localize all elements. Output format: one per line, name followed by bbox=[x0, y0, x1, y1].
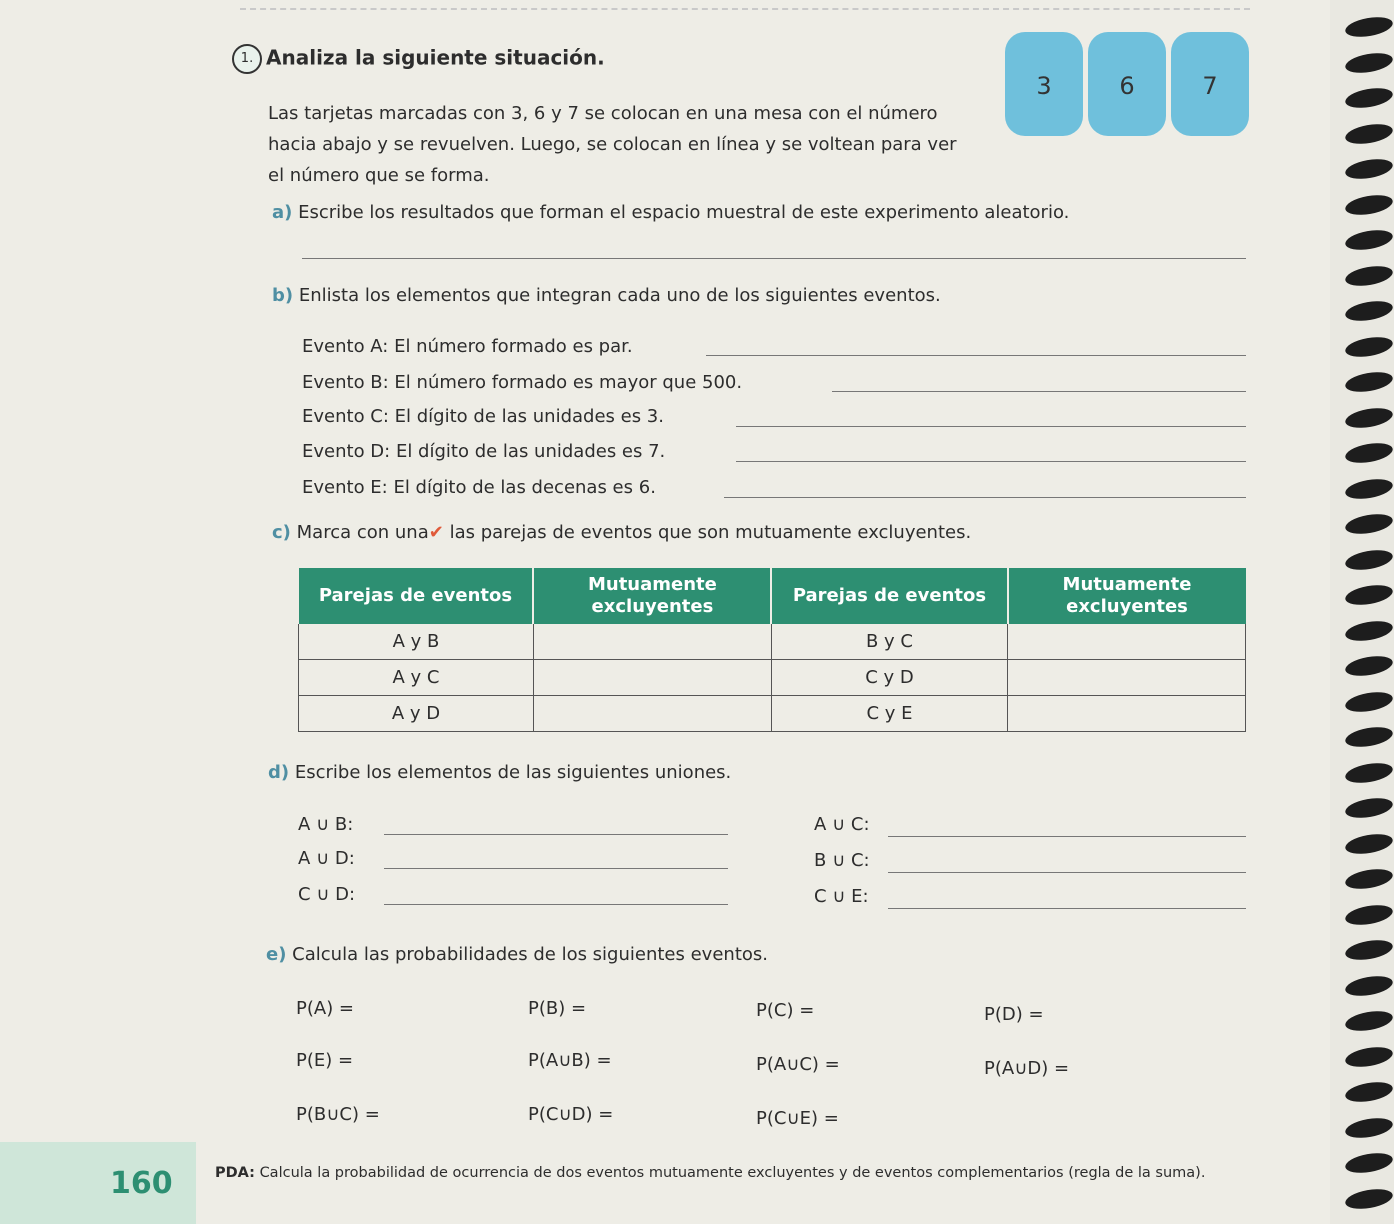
spiral-ring bbox=[1344, 85, 1394, 111]
spiral-ring bbox=[1344, 262, 1394, 288]
prob-a-union-d: P(A∪D) = bbox=[984, 1058, 1070, 1079]
spiral-ring bbox=[1344, 298, 1394, 324]
union-c-e: C ∪ E: bbox=[814, 886, 869, 907]
union-a-c-line[interactable] bbox=[888, 836, 1246, 837]
pair-cell: A y B bbox=[299, 624, 534, 660]
table-row bbox=[299, 696, 1246, 732]
part-a-answer-line[interactable] bbox=[302, 258, 1246, 259]
union-b-c: B ∪ C: bbox=[814, 850, 870, 871]
prob-b-union-c: P(B∪C) = bbox=[296, 1104, 380, 1125]
prob-d: P(D) = bbox=[984, 1004, 1044, 1025]
part-b-question bbox=[272, 285, 941, 306]
spiral-ring bbox=[1344, 49, 1394, 75]
prob-a-union-c: P(A∪C) = bbox=[756, 1054, 840, 1075]
event-e: Evento E: El dígito de las decenas es 6. bbox=[302, 477, 656, 498]
spiral-ring bbox=[1344, 830, 1394, 856]
union-a-b-line[interactable] bbox=[384, 834, 728, 835]
spiral-ring bbox=[1344, 369, 1394, 395]
pair-cell: B y C bbox=[771, 624, 1007, 660]
prob-a-union-b: P(A∪B) = bbox=[528, 1050, 612, 1071]
pair-cell: C y D bbox=[771, 660, 1007, 696]
check-mark-icon: ✔ bbox=[428, 522, 444, 543]
union-c-d-line[interactable] bbox=[384, 904, 728, 905]
exclusive-check-cell[interactable] bbox=[533, 660, 771, 696]
union-a-d-line[interactable] bbox=[384, 868, 728, 869]
exercise-title-text: Analiza la siguiente situación. bbox=[266, 45, 605, 70]
spiral-ring bbox=[1344, 1043, 1394, 1069]
exercise-number: 1. bbox=[232, 44, 262, 74]
spiral-ring bbox=[1344, 191, 1394, 217]
spiral-ring bbox=[1344, 475, 1394, 501]
pair-cell: A y C bbox=[299, 660, 534, 696]
part-a-letter: a) bbox=[272, 202, 293, 223]
header-pairs-1: Parejas de eventos bbox=[299, 568, 534, 624]
spiral-ring bbox=[1344, 333, 1394, 359]
spiral-ring bbox=[1344, 688, 1394, 714]
part-b-letter: b) bbox=[272, 285, 294, 306]
event-b-line[interactable] bbox=[832, 391, 1246, 392]
pda-label: PDA: bbox=[215, 1165, 255, 1181]
spiral-ring bbox=[1344, 582, 1394, 608]
exclusive-check-cell[interactable] bbox=[1008, 660, 1246, 696]
header-pairs-2: Parejas de eventos bbox=[771, 568, 1007, 624]
part-d-question bbox=[268, 762, 731, 783]
spiral-ring bbox=[1344, 866, 1394, 892]
event-a-line[interactable] bbox=[706, 355, 1246, 356]
part-a-text: Escribe los resultados que forman el espacio muestral de este experimento aleatorio. bbox=[298, 202, 1070, 223]
prob-b: P(B) = bbox=[528, 998, 587, 1019]
event-c: Evento C: El dígito de las unidades es 3. bbox=[302, 406, 664, 427]
union-a-b: A ∪ B: bbox=[298, 814, 354, 835]
exclusive-check-cell[interactable] bbox=[1008, 696, 1246, 732]
table-row bbox=[299, 624, 1246, 660]
prob-a: P(A) = bbox=[296, 998, 355, 1019]
event-d: Evento D: El dígito de las unidades es 7. bbox=[302, 441, 666, 462]
part-b-text: Enlista los elementos que integran cada uno de los siguientes eventos. bbox=[298, 285, 941, 306]
part-e-letter: e) bbox=[266, 944, 287, 965]
spiral-ring bbox=[1344, 120, 1394, 146]
exercise-intro: Las tarjetas marcadas con 3, 6 y 7 se colocan en una mesa con el número hacia abajo y se revuelven. Luego, se colocan en línea y se voltean para ver el número que se forma. bbox=[268, 103, 957, 186]
spiral-ring bbox=[1344, 440, 1394, 466]
header-exclusive-2: Mutuamente excluyentes bbox=[1008, 568, 1246, 624]
prob-c: P(C) = bbox=[756, 1000, 815, 1021]
card-3: 3 bbox=[1005, 32, 1083, 136]
spiral-ring bbox=[1344, 724, 1394, 750]
pair-cell: C y E bbox=[771, 696, 1007, 732]
exercise-title bbox=[232, 44, 605, 74]
event-pairs-table bbox=[298, 568, 1246, 732]
spiral-ring bbox=[1344, 14, 1394, 40]
top-rule bbox=[240, 8, 1250, 10]
spiral-ring bbox=[1344, 937, 1394, 963]
part-e-question bbox=[266, 944, 768, 965]
union-a-c: A ∪ C: bbox=[814, 814, 870, 835]
part-e-text: Calcula las probabilidades de los siguientes eventos. bbox=[292, 944, 768, 965]
part-c-text-before: Marca con una bbox=[296, 522, 429, 543]
spiral-ring bbox=[1344, 227, 1394, 253]
prob-c-union-d: P(C∪D) = bbox=[528, 1104, 614, 1125]
table-row bbox=[299, 660, 1246, 696]
prob-e: P(E) = bbox=[296, 1050, 354, 1071]
spiral-ring bbox=[1344, 404, 1394, 430]
header-exclusive-1: Mutuamente excluyentes bbox=[533, 568, 771, 624]
part-c-text-after: las parejas de eventos que son mutuamente excluyentes. bbox=[449, 522, 972, 543]
spiral-ring bbox=[1344, 1114, 1394, 1140]
event-b: Evento B: El número formado es mayor que 500. bbox=[302, 372, 743, 393]
spiral-ring bbox=[1344, 1185, 1394, 1211]
part-c-question bbox=[272, 522, 971, 543]
pda-text: Calcula la probabilidad de ocurrencia de dos eventos mutuamente excluyentes y de eventos complementarios (regla de la suma). bbox=[259, 1165, 1206, 1181]
spiral-ring bbox=[1344, 759, 1394, 785]
union-c-d: C ∪ D: bbox=[298, 884, 356, 905]
prob-c-union-e: P(C∪E) = bbox=[756, 1108, 839, 1129]
pair-cell: A y D bbox=[299, 696, 534, 732]
card-7: 7 bbox=[1171, 32, 1249, 136]
spiral-ring bbox=[1344, 511, 1394, 537]
exclusive-check-cell[interactable] bbox=[533, 624, 771, 660]
spiral-ring bbox=[1344, 1008, 1394, 1034]
union-a-d: A ∪ D: bbox=[298, 848, 355, 869]
exclusive-check-cell[interactable] bbox=[533, 696, 771, 732]
spiral-ring bbox=[1344, 795, 1394, 821]
part-d-letter: d) bbox=[268, 762, 290, 783]
spiral-ring bbox=[1344, 901, 1394, 927]
spiral-ring bbox=[1344, 1079, 1394, 1105]
spiral-ring bbox=[1344, 546, 1394, 572]
union-b-c-line[interactable] bbox=[888, 872, 1246, 873]
page-number: 160 bbox=[110, 1166, 173, 1201]
exclusive-check-cell[interactable] bbox=[1008, 624, 1246, 660]
part-d-text: Escribe los elementos de las siguientes uniones. bbox=[294, 762, 732, 783]
pda-note bbox=[215, 1165, 1205, 1181]
event-c-line[interactable] bbox=[736, 426, 1246, 427]
event-e-line[interactable] bbox=[724, 497, 1246, 498]
spiral-ring bbox=[1344, 617, 1394, 643]
spiral-ring bbox=[1344, 972, 1394, 998]
event-a: Evento A: El número formado es par. bbox=[302, 336, 633, 357]
spiral-ring bbox=[1344, 1150, 1394, 1176]
event-d-line[interactable] bbox=[736, 461, 1246, 462]
spiral-ring bbox=[1344, 156, 1394, 182]
part-a-question bbox=[272, 202, 1069, 223]
union-c-e-line[interactable] bbox=[888, 908, 1246, 909]
part-c-letter: c) bbox=[272, 522, 291, 543]
spiral-ring bbox=[1344, 653, 1394, 679]
card-6: 6 bbox=[1088, 32, 1166, 136]
